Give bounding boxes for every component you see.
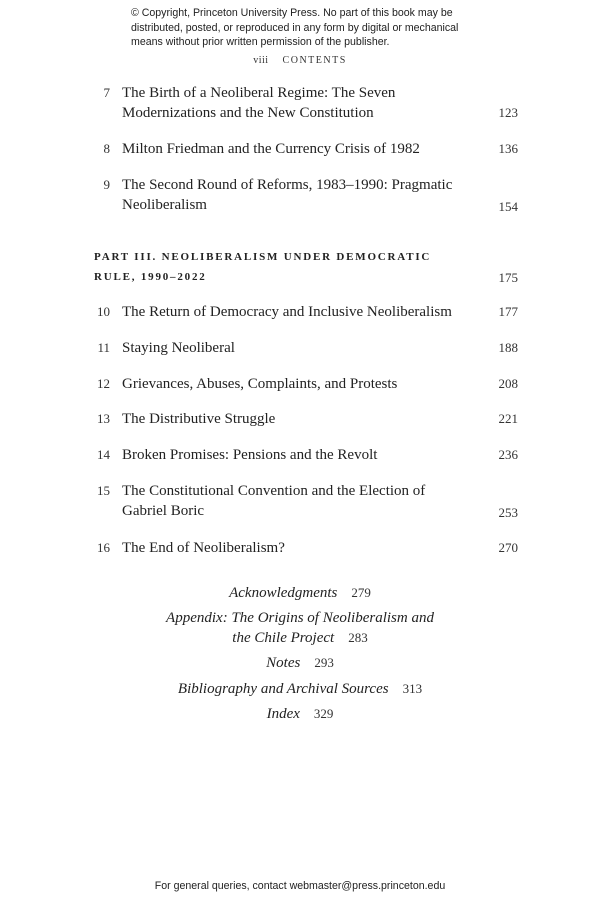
running-head-title: CONTENTS <box>282 55 347 66</box>
chapter-number: 9 <box>103 177 110 192</box>
chapter-page: 253 <box>498 505 518 520</box>
chapter-page: 236 <box>498 447 518 462</box>
chapter-title: The Return of Democracy and Inclusive Neoliberalism <box>122 304 452 320</box>
chapter-number: 14 <box>97 447 110 462</box>
chapter-page: 188 <box>498 340 518 355</box>
back-matter-title: Bibliography and Archival Sources <box>177 681 389 697</box>
chapter-title: Grievances, Abuses, Complaints, and Protests <box>122 376 398 392</box>
chapter-title: Broken Promises: Pensions and the Revolt <box>122 447 378 463</box>
back-matter-title: Notes <box>266 655 301 671</box>
chapter-number: 8 <box>103 141 110 156</box>
chapter-page: 208 <box>498 376 518 391</box>
chapter-title: The Birth of a Neoliberal Regime: The Seven Modernizations and the New Constitution <box>122 85 396 121</box>
chapter-number: 16 <box>97 540 110 555</box>
chapter-number: 10 <box>97 304 110 319</box>
copyright-notice: © Copyright, Princeton University Press. No part of this book may be distributed, posted, or reproduced in any form by digital or mechanical means without prior written permission of the publisher. <box>131 7 459 48</box>
chapter-page: 136 <box>498 141 518 156</box>
back-matter-page: 313 <box>402 681 423 696</box>
chapter-page: 123 <box>498 105 518 120</box>
footer-contact: For general queries, contact webmaster@press.princeton.edu <box>154 880 446 892</box>
back-matter-title: Acknowledgments <box>229 585 338 601</box>
back-matter-entry[interactable] <box>0 704 600 724</box>
chapter-page: 177 <box>498 304 518 319</box>
chapter-number: 11 <box>97 340 110 355</box>
chapter-title: Milton Friedman and the Currency Crisis of 1982 <box>122 141 420 157</box>
chapter-page: 154 <box>498 199 518 214</box>
part-title <box>94 247 474 287</box>
chapter-title: The Second Round of Reforms, 1983–1990: Pragmatic Neoliberalism <box>122 177 453 213</box>
part-page: 175 <box>498 270 518 285</box>
back-matter-title-line1: Appendix: The Origins of Neoliberalism and <box>166 610 434 626</box>
running-head <box>0 55 600 66</box>
chapter-number: 7 <box>103 85 110 100</box>
chapter-page: 270 <box>498 540 518 555</box>
chapter-number: 12 <box>97 376 110 391</box>
chapter-title: The Distributive Struggle <box>122 411 276 427</box>
back-matter-entry[interactable] <box>0 653 600 673</box>
page-number: viii <box>253 55 269 66</box>
back-matter-entry[interactable] <box>0 583 600 603</box>
part-title-line1: PART III. NEOLIBERALISM UNDER DEMOCRATIC <box>94 251 432 263</box>
back-matter-entry[interactable] <box>0 608 600 648</box>
back-matter-title: the Chile Project <box>232 630 335 646</box>
chapter-title: The Constitutional Convention and the Election of Gabriel Boric <box>122 483 426 519</box>
chapter-title: Staying Neoliberal <box>122 340 235 356</box>
chapter-number: 13 <box>97 411 110 426</box>
back-matter-title: Index <box>266 706 300 722</box>
part-title-line2: RULE, 1990–2022 <box>94 271 207 283</box>
back-matter-page: 283 <box>348 630 368 645</box>
chapter-page: 221 <box>498 411 518 426</box>
back-matter-page: 293 <box>314 655 334 670</box>
back-matter-page: 329 <box>313 706 334 721</box>
back-matter-entry[interactable] <box>0 679 600 699</box>
back-matter-page: 279 <box>351 585 371 600</box>
chapter-number: 15 <box>97 483 110 498</box>
chapter-title: The End of Neoliberalism? <box>122 540 285 556</box>
